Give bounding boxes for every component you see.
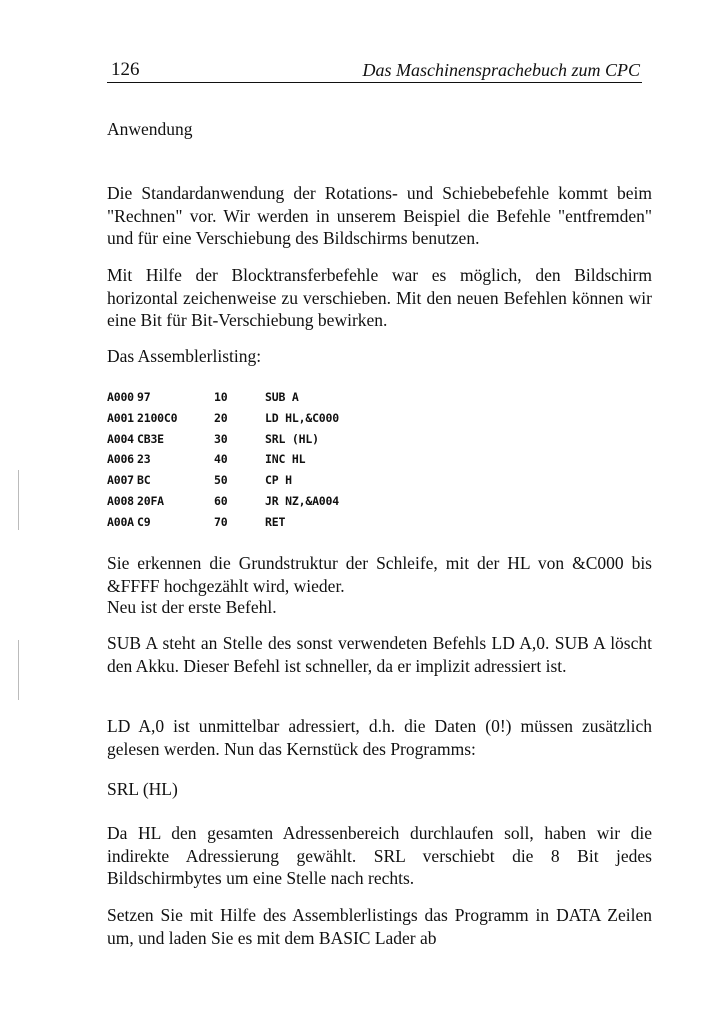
paragraph-data-lines: Setzen Sie mit Hilfe des Assemblerlistings das Programm in DATA Zeilen um, und laden Sie es mit dem BASIC Lader ab [107,905,652,948]
listing-address: A001 [107,410,134,425]
paragraph-addressing: Da HL den gesamten Adressenbereich durchlaufen soll, haben wir die indirekte Adressierung gewählt. SRL verschiebt die 8 Bit jedes Bildschirmbytes um eine Stelle nach rechts. [107,823,652,888]
listing-opcode: C9 [137,514,151,529]
listing-line-number: 20 [214,410,228,425]
listing-address: A000 [107,390,134,404]
listing-instruction: SRL (HL) [265,431,319,446]
listing-line-number: 50 [214,473,228,488]
listing-opcode: CB3E [137,431,164,446]
listing-instruction: JR NZ,&A004 [265,493,339,508]
listing-intro: Das Assemblerlisting: [107,346,262,366]
listing-opcode: BC [137,473,151,488]
listing-line-number: 40 [214,452,228,467]
listing-opcode: 20FA [137,493,164,508]
listing-address: A006 [107,452,134,467]
listing-row [107,473,407,494]
paragraph-srl: SRL (HL) [107,779,178,799]
listing-address: A008 [107,493,134,508]
scan-artifact [18,640,19,700]
listing-opcode: 2100C0 [137,410,178,425]
listing-address: A00A [107,514,134,529]
listing-row [107,432,407,453]
listing-instruction: SUB A [265,390,299,404]
paragraph-blocktransfer: Mit Hilfe der Blocktransferbefehle war es möglich, den Bildschirm horizontal zeichenweise zu verschieben. Mit den neuen Befehlen können wir eine Bit für Bit-Verschiebung bewirken. [107,265,652,330]
assembler-listing [107,390,407,536]
paragraph-first-instruction: Neu ist der erste Befehl. [107,597,277,617]
listing-address: A007 [107,473,134,488]
listing-line-number: 30 [214,431,228,446]
listing-row [107,411,407,432]
listing-instruction: RET [265,514,286,529]
listing-address: A004 [107,431,134,446]
paragraph-ld-a: LD A,0 ist unmittelbar adressiert, d.h. die Daten (0!) müssen zusätzlich gelesen werden. Nun das Kernstück des Programms: [107,716,652,759]
paragraph-loop-structure: Sie erkennen die Grundstruktur der Schleife, mit der HL von &C000 bis &FFFF hochgezählt wird, wieder. [107,553,652,596]
listing-opcode: 97 [137,390,151,404]
listing-line-number: 70 [214,514,228,529]
listing-line-number: 10 [214,390,228,404]
listing-opcode: 23 [137,452,151,467]
listing-instruction: INC HL [265,452,306,467]
page-header [107,58,642,83]
listing-row [107,515,407,536]
running-title: Das Maschinensprachebuch zum CPC [362,60,640,80]
listing-row [107,452,407,473]
listing-instruction: LD HL,&C000 [265,410,339,425]
listing-row [107,494,407,515]
paragraph-intro: Die Standardanwendung der Rotations- und Schiebebefehle kommt beim "Rechnen" vor. Wir werden in unserem Beispiel die Befehle "entfremden" und für eine Verschiebung des Bildschirms benutzen. [107,183,652,248]
section-heading: Anwendung [107,119,193,139]
scan-artifact [18,470,19,530]
paragraph-sub-a: SUB A steht an Stelle des sonst verwendeten Befehls LD A,0. SUB A löscht den Akku. Dieser Befehl ist schneller, da er implizit adressiert ist. [107,633,652,676]
listing-instruction: CP H [265,473,292,488]
page-number: 126 [111,59,140,80]
listing-row [107,390,407,411]
listing-line-number: 60 [214,493,228,508]
